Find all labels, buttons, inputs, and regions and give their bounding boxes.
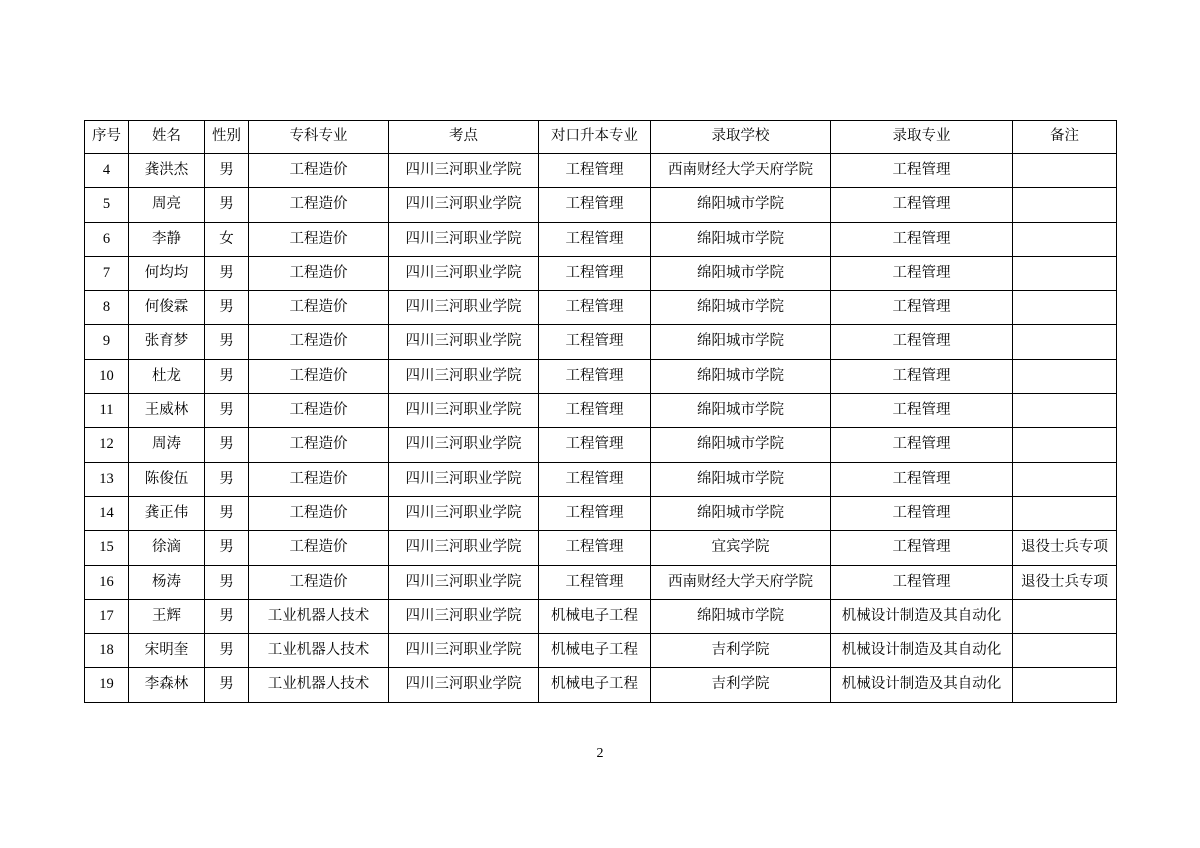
column-header: 录取专业 [831,121,1013,154]
table-cell: 工程管理 [539,462,651,496]
table-cell: 工程管理 [539,291,651,325]
column-header: 录取学校 [651,121,831,154]
table-cell: 19 [85,668,129,702]
table-row [85,531,1117,565]
roster-table [84,120,1117,703]
table-cell: 男 [205,599,249,633]
table-cell: 男 [205,291,249,325]
table-cell: 四川三河职业学院 [389,428,539,462]
table-cell: 17 [85,599,129,633]
table-cell: 杜龙 [129,359,205,393]
table-cell: 绵阳城市学院 [651,325,831,359]
table-row [85,668,1117,702]
table-cell [1013,394,1117,428]
column-header: 专科专业 [249,121,389,154]
table-cell: 11 [85,394,129,428]
table-cell: 张育梦 [129,325,205,359]
table-cell: 工程造价 [249,565,389,599]
table-cell: 四川三河职业学院 [389,394,539,428]
table-cell: 工程造价 [249,496,389,530]
table-cell: 工程造价 [249,531,389,565]
table-cell: 绵阳城市学院 [651,359,831,393]
table-cell: 工业机器人技术 [249,634,389,668]
table-row [85,599,1117,633]
table-cell: 6 [85,222,129,256]
table-cell [1013,188,1117,222]
table-cell: 15 [85,531,129,565]
roster-table-container [84,120,1116,703]
table-cell: 4 [85,154,129,188]
table-cell: 何俊霖 [129,291,205,325]
table-cell: 工程管理 [539,394,651,428]
table-cell: 工程管理 [831,531,1013,565]
column-header: 序号 [85,121,129,154]
table-cell: 工程管理 [831,462,1013,496]
table-cell: 工程造价 [249,256,389,290]
table-row [85,394,1117,428]
table-cell: 16 [85,565,129,599]
table-cell: 机械设计制造及其自动化 [831,634,1013,668]
column-header: 对口升本专业 [539,121,651,154]
table-cell: 工程管理 [539,222,651,256]
table-cell: 工业机器人技术 [249,668,389,702]
table-cell: 工程管理 [539,428,651,462]
table-cell: 男 [205,188,249,222]
table-cell: 机械设计制造及其自动化 [831,599,1013,633]
table-row [85,154,1117,188]
table-cell: 工程管理 [831,359,1013,393]
table-cell: 工程造价 [249,188,389,222]
table-cell: 工程管理 [831,291,1013,325]
table-cell: 工程管理 [539,359,651,393]
table-cell: 男 [205,634,249,668]
table-cell: 吉利学院 [651,668,831,702]
table-cell: 周涛 [129,428,205,462]
table-cell: 工程管理 [831,565,1013,599]
table-cell: 四川三河职业学院 [389,222,539,256]
table-cell: 男 [205,462,249,496]
table-cell: 绵阳城市学院 [651,496,831,530]
table-cell: 男 [205,668,249,702]
table-cell: 四川三河职业学院 [389,325,539,359]
table-cell: 四川三河职业学院 [389,634,539,668]
table-cell: 工程管理 [831,325,1013,359]
table-cell: 退役士兵专项 [1013,531,1117,565]
table-cell: 王威林 [129,394,205,428]
column-header: 考点 [389,121,539,154]
table-cell: 机械设计制造及其自动化 [831,668,1013,702]
table-row [85,256,1117,290]
table-cell [1013,496,1117,530]
table-cell: 绵阳城市学院 [651,222,831,256]
table-cell: 西南财经大学天府学院 [651,154,831,188]
table-cell: 四川三河职业学院 [389,496,539,530]
table-cell: 工程造价 [249,359,389,393]
table-cell: 工程管理 [831,428,1013,462]
table-cell: 男 [205,428,249,462]
table-cell: 工程造价 [249,325,389,359]
table-cell: 四川三河职业学院 [389,599,539,633]
table-cell: 工程造价 [249,291,389,325]
table-cell [1013,256,1117,290]
table-cell [1013,634,1117,668]
table-cell: 工程管理 [831,394,1013,428]
table-cell: 退役士兵专项 [1013,565,1117,599]
table-cell: 10 [85,359,129,393]
table-cell [1013,599,1117,633]
table-cell: 宋明奎 [129,634,205,668]
table-cell: 工程管理 [539,256,651,290]
table-cell: 绵阳城市学院 [651,256,831,290]
table-cell: 西南财经大学天府学院 [651,565,831,599]
table-cell: 7 [85,256,129,290]
table-row [85,222,1117,256]
table-cell: 工程造价 [249,462,389,496]
table-row [85,325,1117,359]
table-header [85,121,1117,154]
page-number: 2 [596,746,604,761]
table-cell: 工程管理 [539,188,651,222]
table-cell: 男 [205,154,249,188]
table-cell: 绵阳城市学院 [651,188,831,222]
table-cell [1013,291,1117,325]
table-cell: 工程造价 [249,394,389,428]
table-cell: 李森林 [129,668,205,702]
table-row [85,359,1117,393]
table-cell: 绵阳城市学院 [651,394,831,428]
table-cell: 四川三河职业学院 [389,462,539,496]
table-cell [1013,359,1117,393]
table-cell: 女 [205,222,249,256]
table-cell: 工程造价 [249,154,389,188]
table-cell: 工程管理 [539,496,651,530]
table-cell: 工程管理 [831,154,1013,188]
table-cell: 男 [205,496,249,530]
table-cell: 机械电子工程 [539,668,651,702]
table-body [85,154,1117,703]
table-cell: 男 [205,531,249,565]
table-cell: 四川三河职业学院 [389,154,539,188]
table-cell: 工程管理 [831,496,1013,530]
column-header: 姓名 [129,121,205,154]
table-cell: 四川三河职业学院 [389,256,539,290]
table-cell: 绵阳城市学院 [651,599,831,633]
table-cell: 男 [205,256,249,290]
table-cell: 四川三河职业学院 [389,668,539,702]
table-cell: 工程造价 [249,222,389,256]
table-cell: 男 [205,325,249,359]
table-cell: 龚正伟 [129,496,205,530]
table-cell: 工程造价 [249,428,389,462]
table-cell: 绵阳城市学院 [651,428,831,462]
table-cell: 徐滴 [129,531,205,565]
table-cell: 工程管理 [539,154,651,188]
table-cell: 王辉 [129,599,205,633]
table-cell: 四川三河职业学院 [389,531,539,565]
table-cell: 龚洪杰 [129,154,205,188]
table-cell: 工程管理 [831,222,1013,256]
table-cell [1013,462,1117,496]
table-cell: 12 [85,428,129,462]
table-cell: 绵阳城市学院 [651,291,831,325]
table-row [85,428,1117,462]
table-cell: 杨涛 [129,565,205,599]
table-row [85,496,1117,530]
table-cell: 周亮 [129,188,205,222]
table-cell: 工程管理 [831,256,1013,290]
table-cell [1013,154,1117,188]
table-cell: 9 [85,325,129,359]
table-cell: 男 [205,394,249,428]
table-cell [1013,428,1117,462]
table-row [85,291,1117,325]
table-cell: 吉利学院 [651,634,831,668]
table-row [85,634,1117,668]
table-cell: 陈俊伍 [129,462,205,496]
table-cell: 何均均 [129,256,205,290]
table-cell: 机械电子工程 [539,634,651,668]
table-row [85,565,1117,599]
table-cell: 机械电子工程 [539,599,651,633]
table-cell: 5 [85,188,129,222]
table-cell: 工业机器人技术 [249,599,389,633]
table-cell: 男 [205,565,249,599]
table-cell: 绵阳城市学院 [651,462,831,496]
table-cell: 工程管理 [539,325,651,359]
column-header: 性别 [205,121,249,154]
table-cell: 工程管理 [539,531,651,565]
table-cell: 18 [85,634,129,668]
table-cell: 四川三河职业学院 [389,359,539,393]
table-cell: 四川三河职业学院 [389,291,539,325]
table-cell: 14 [85,496,129,530]
table-cell [1013,325,1117,359]
table-cell [1013,668,1117,702]
table-cell: 13 [85,462,129,496]
table-cell: 李静 [129,222,205,256]
table-cell [1013,222,1117,256]
table-cell: 四川三河职业学院 [389,565,539,599]
column-header: 备注 [1013,121,1117,154]
table-cell: 工程管理 [539,565,651,599]
table-cell: 男 [205,359,249,393]
table-header-row [85,121,1117,154]
table-row [85,188,1117,222]
table-cell: 四川三河职业学院 [389,188,539,222]
table-row [85,462,1117,496]
table-cell: 8 [85,291,129,325]
table-cell: 宜宾学院 [651,531,831,565]
table-cell: 工程管理 [831,188,1013,222]
